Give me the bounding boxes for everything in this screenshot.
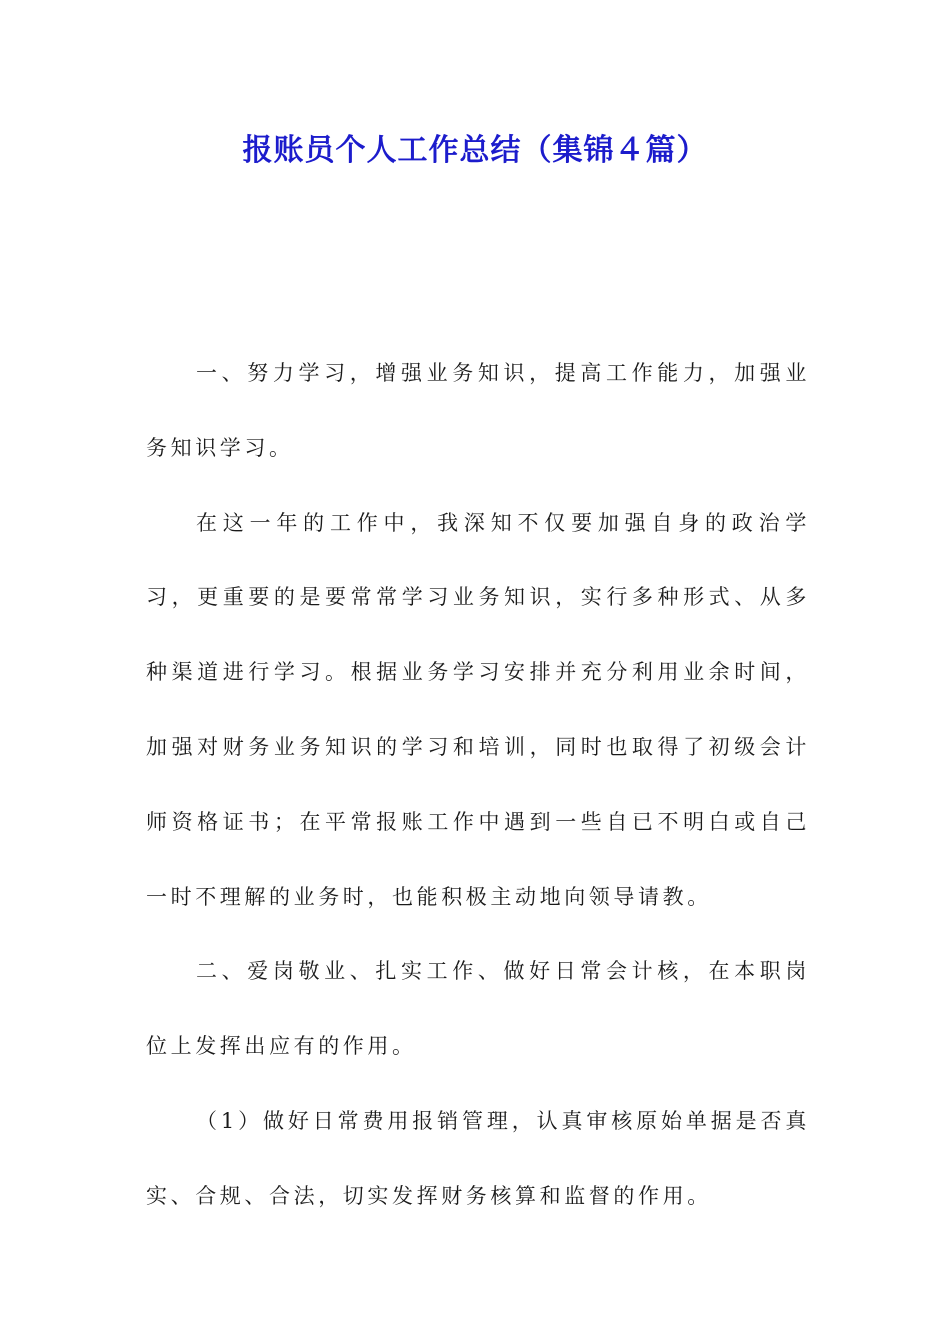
document-title: 报账员个人工作总结（集锦４篇） [242,133,708,168]
paragraph-2: 在这一年的工作中，我深知不仅要加强自身的政治学习，更重要的是要常常学习业务知识，实行多种形式、从多种渠道进行学习。根据业务学习安排并充分利用业余时间，加强对财务业务知识的学习和培训，同时也取得了初级会计师资格证书；在平常报账工作中遇到一些自已不明白或自己一时不理解的业务时，也能积极主动地向领导请教。 [146,510,810,909]
document-body [146,336,810,1234]
paragraph-4: （1）做好日常费用报销管理，认真审核原始单据是否真实、合规、合法，切实发挥财务核算和监督的作用。 [146,1108,810,1208]
paragraph-1: 一、努力学习，增强业务知识，提高工作能力，加强业务知识学习。 [146,361,810,460]
paragraph-3: 二、爱岗敬业、扎实工作、做好日常会计核，在本职岗位上发挥出应有的作用。 [146,959,810,1059]
